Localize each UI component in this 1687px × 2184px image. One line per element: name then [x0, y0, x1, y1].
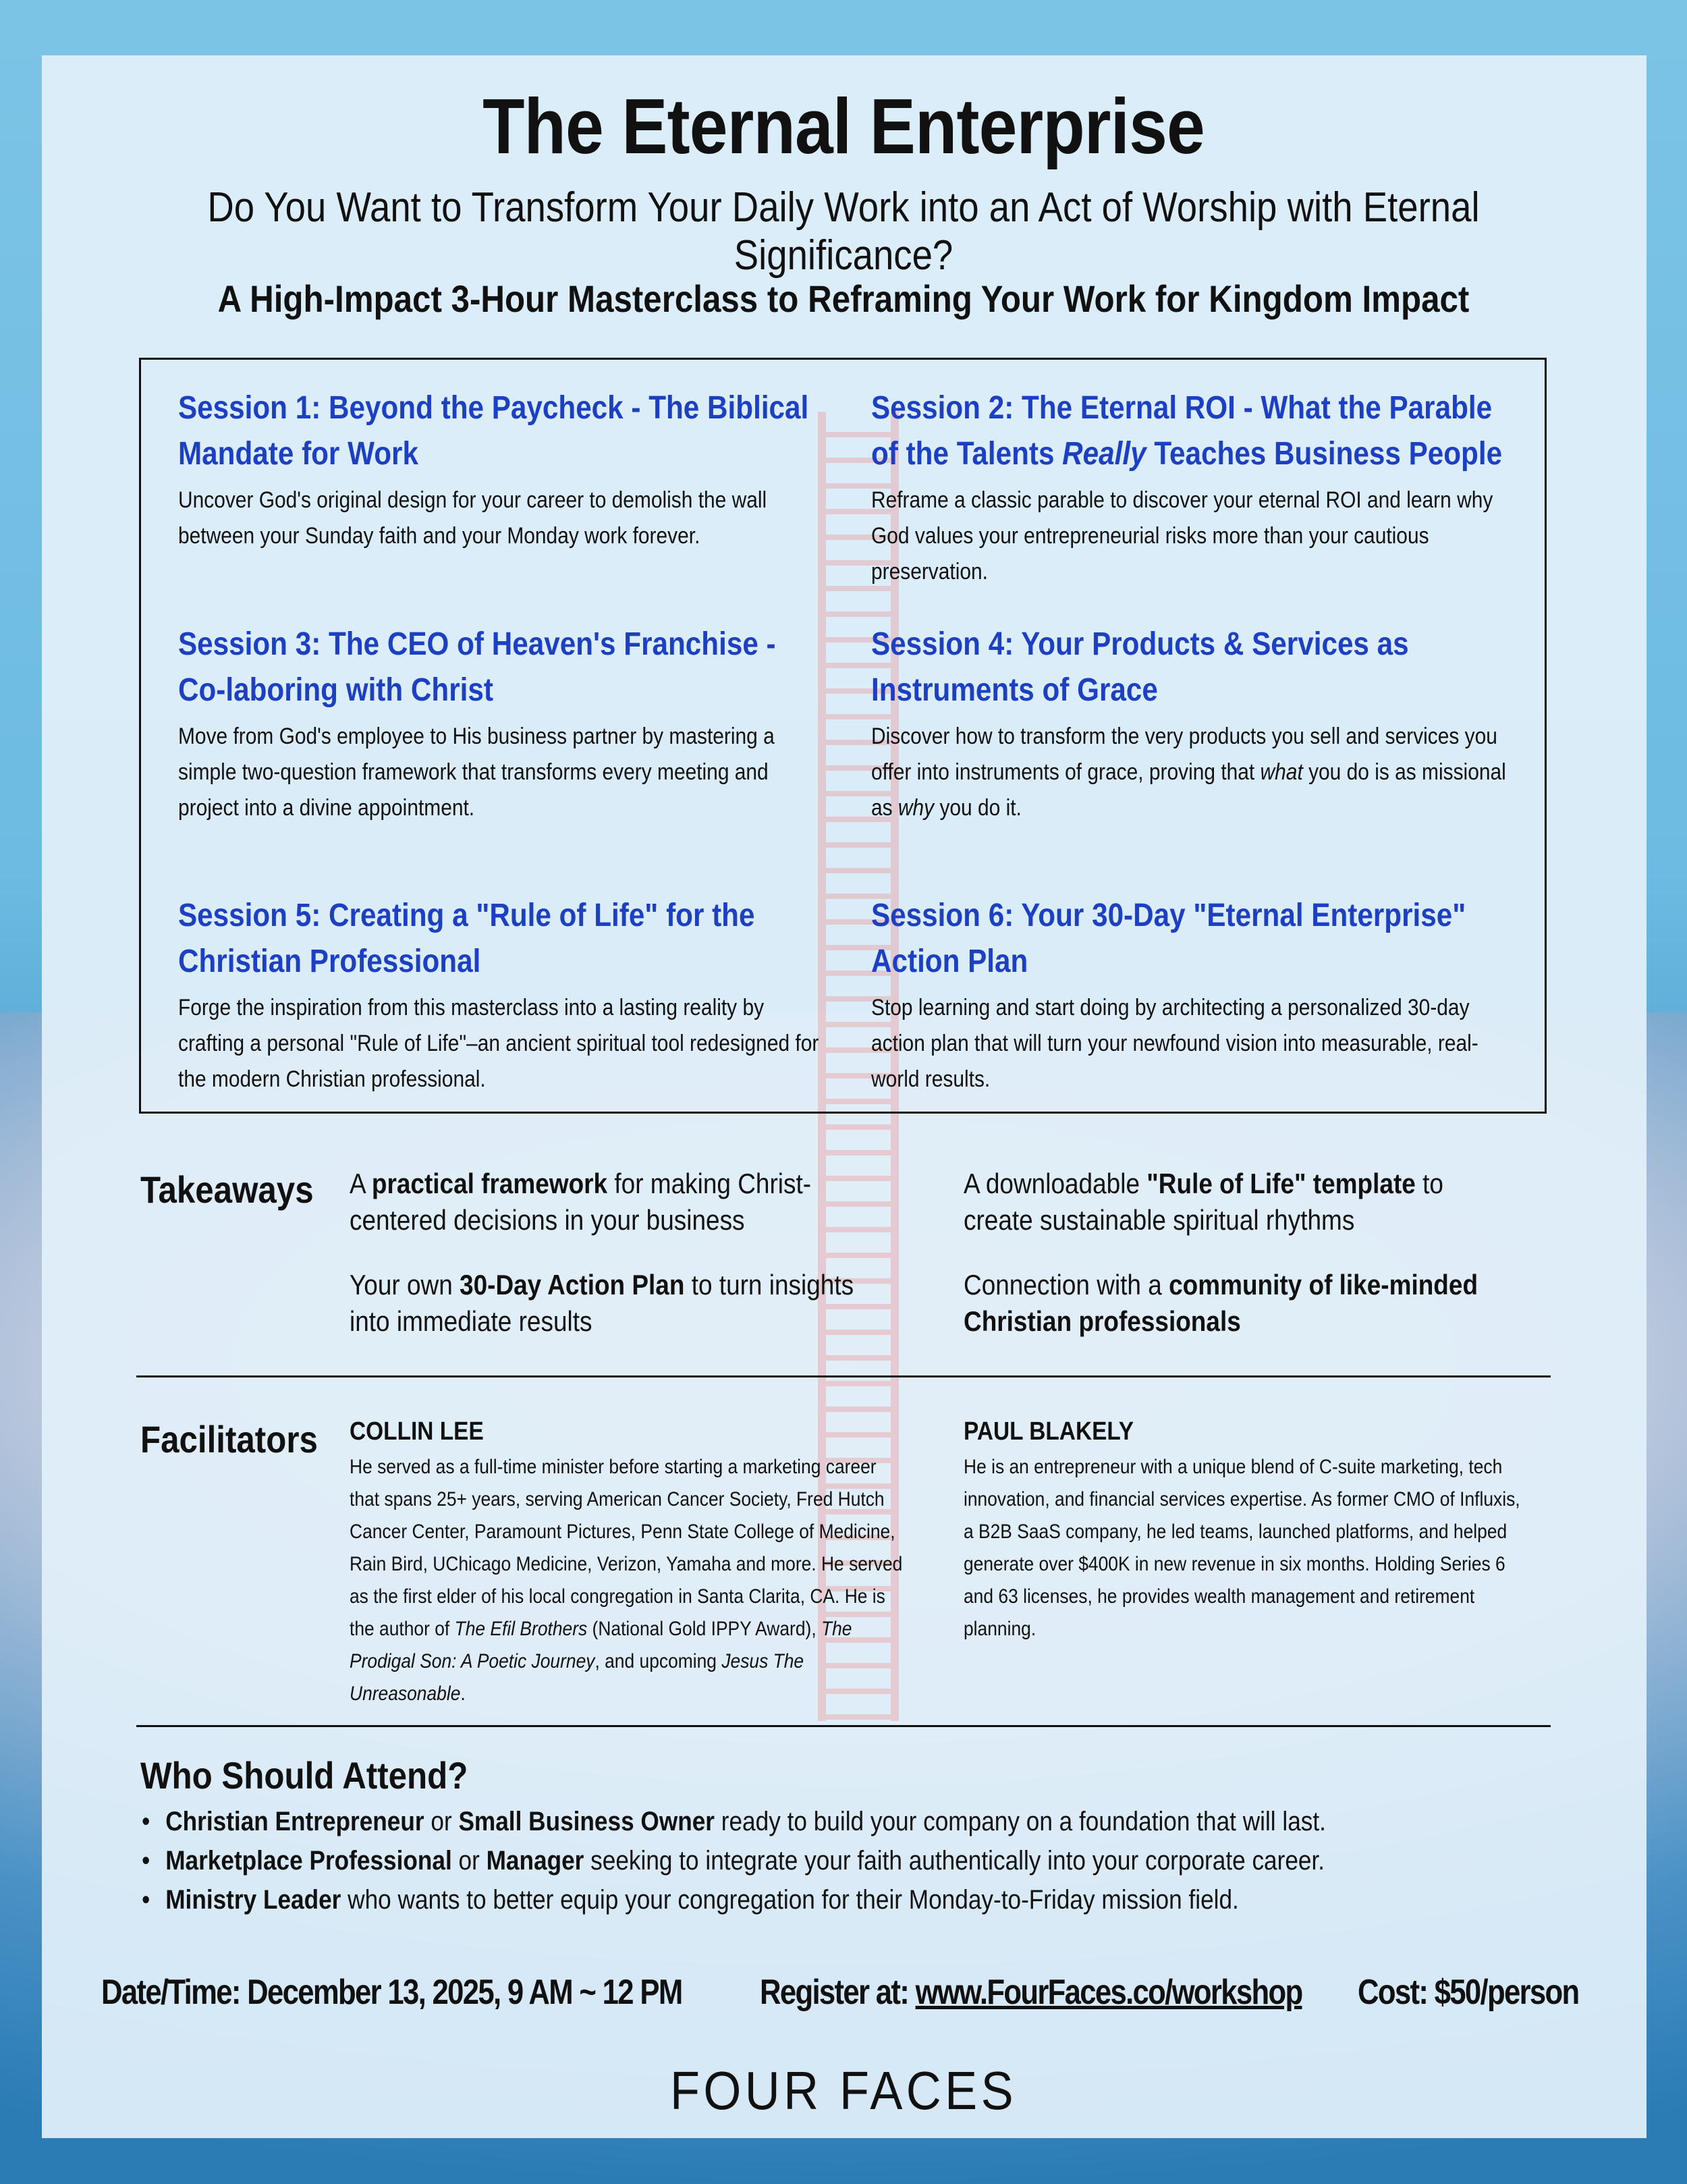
facilitators-heading: Facilitators	[140, 1418, 318, 1460]
session-title: Session 5: Creating a "Rule of Life" for the Christian Professional	[178, 898, 755, 979]
session-title: Session 6: Your 30-Day "Eternal Enterprise" Action Plan	[871, 898, 1466, 979]
session-desc: Uncover God's original design for your career to demolish the wall between your Sunday faith and your Monday work forever.	[178, 487, 767, 549]
attend-list	[142, 1802, 1626, 1919]
facilitator-bio	[350, 1451, 908, 1710]
session-desc: Stop learning and start doing by architecting a personalized 30-day action plan that will turn your newfound vision into measurable, real-world results.	[871, 995, 1478, 1092]
book-title: Jesus The Unreasonable	[350, 1650, 804, 1705]
text-bold: Ministry Leader	[165, 1885, 341, 1915]
desc-emphasis: why	[897, 795, 935, 821]
page-subtitle: Do You Want to Transform Your Daily Work into an Act of Worship with Eternal Significance?	[207, 184, 1480, 279]
text-bold: Marketplace Professional	[165, 1846, 452, 1876]
text-part: or	[424, 1807, 459, 1836]
text-bold: Manager	[486, 1846, 584, 1876]
session-6	[871, 893, 1519, 1097]
text-part: or	[451, 1846, 487, 1876]
attend-heading: Who Should Attend?	[140, 1754, 468, 1797]
book-title: The Prodigal Son: A Poetic Journey	[350, 1618, 852, 1672]
text-part: to create sustainable spiritual rhythms	[964, 1168, 1443, 1236]
bio-part: He served as a full-time minister before starting a marketing career that spans 25+ years, serving American Cancer Society, Fred Hutch Cancer Center, Paramount Pictures, Penn State College of Medicine, Rain Bird, UChicago Medicine, Verizon, Yamaha and more. He served as the first elder of his local congregation in Santa Clarita, CA. He is the author of	[350, 1456, 903, 1640]
text-bold: Small Business Owner	[458, 1807, 715, 1836]
text-part: to turn insights into immediate results	[350, 1269, 854, 1337]
session-title: Session 1: Beyond the Paycheck - The Biblical Mandate for Work	[178, 390, 809, 472]
desc-part: you do is as missional as	[871, 759, 1506, 821]
session-title-emphasis: Really	[1062, 436, 1146, 472]
cost: Cost: $50/person	[1358, 1973, 1579, 2012]
takeaway-item	[964, 1166, 1510, 1238]
session-desc: Reframe a classic parable to discover your eternal ROI and learn why God values your entrepreneurial risks more than your cautious preservation.	[871, 487, 1493, 584]
page-title: The Eternal Enterprise	[482, 82, 1205, 170]
facilitator-name: PAUL BLAKELY	[964, 1417, 1134, 1446]
session-title: Session 3: The CEO of Heaven's Franchise - Co-laboring with Christ	[178, 626, 776, 708]
takeaway-item	[350, 1267, 896, 1340]
session-desc	[871, 719, 1518, 826]
takeaway-item	[964, 1267, 1510, 1340]
session-title	[871, 385, 1518, 477]
four-faces-logo: FOUR FACES	[669, 2060, 1018, 2121]
session-3	[178, 622, 826, 826]
session-desc: Move from God's employee to His business partner by mastering a simple two-question framework that transforms every meeting and project into a divine appointment.	[178, 724, 775, 821]
register-info	[760, 1972, 1302, 2013]
takeaways-heading: Takeaways	[140, 1168, 314, 1211]
text-part: Connection with a	[964, 1269, 1169, 1301]
text-bold: 30-Day Action Plan	[460, 1269, 685, 1301]
register-label: Register at:	[760, 1973, 916, 2012]
text-part: seeking to integrate your faith authentically into your corporate career.	[584, 1846, 1325, 1876]
desc-part: you do it.	[934, 795, 1022, 821]
book-title: The Efil Brothers	[454, 1618, 588, 1640]
facilitator-bio: He is an entrepreneur with a unique blend of C-suite marketing, tech innovation, and financial services expertise. As former CMO of Influxis, a B2B SaaS company, he led teams, launched platforms, and helped generate over $400K in new revenue in six months. Holding Series 6 and 63 licenses, he provides wealth management and retirement planning.	[964, 1456, 1520, 1640]
desc-emphasis: what	[1260, 759, 1303, 785]
session-2	[871, 385, 1519, 590]
bio-part: .	[460, 1683, 466, 1705]
text-part: Your own	[350, 1269, 460, 1301]
session-title-part: Teaches Business People	[1146, 436, 1503, 472]
event-datetime: Date/Time: December 13, 2025, 9 AM ~ 12 PM	[101, 1973, 682, 2012]
sessions-box	[139, 358, 1547, 1114]
divider	[136, 1725, 1551, 1727]
text-part: A	[350, 1168, 372, 1199]
session-1	[178, 385, 826, 554]
text-bold: community of like-minded Christian professionals	[964, 1269, 1478, 1337]
attend-item	[142, 1841, 1448, 1880]
session-5	[178, 893, 826, 1097]
divider	[136, 1375, 1551, 1377]
session-4	[871, 622, 1519, 826]
text-part: for making Christ-centered decisions in your business	[350, 1168, 812, 1236]
session-desc: Forge the inspiration from this masterclass into a lasting reality by crafting a personal "Rule of Life"–an ancient spiritual tool redesigned for the modern Christian professional.	[178, 995, 819, 1092]
text-part: A downloadable	[964, 1168, 1147, 1199]
session-title-part: Session 2: The Eternal ROI - What the Parable of the Talents	[871, 390, 1493, 472]
register-link[interactable]: www.FourFaces.co/workshop	[915, 1973, 1302, 2012]
tagline: A High-Impact 3-Hour Masterclass to Reframing Your Work for Kingdom Impact	[217, 277, 1470, 320]
text-bold: Christian Entrepreneur	[165, 1807, 424, 1836]
attend-item	[142, 1802, 1448, 1841]
text-part: ready to build your company on a foundation that will last.	[714, 1807, 1326, 1836]
text-bold: practical framework	[371, 1168, 608, 1199]
facilitator-name: COLLIN LEE	[350, 1417, 484, 1446]
takeaway-item	[350, 1166, 896, 1238]
desc-part: Discover how to transform the very products you sell and services you offer into instruments of grace, proving that	[871, 724, 1497, 785]
text-bold: "Rule of Life" template	[1146, 1168, 1416, 1199]
bio-part: (National Gold IPPY Award),	[587, 1618, 821, 1640]
session-title: Session 4: Your Products & Services as Instruments of Grace	[871, 626, 1409, 708]
text-part: who wants to better equip your congregation for their Monday-to-Friday mission field.	[341, 1885, 1239, 1915]
attend-item	[142, 1880, 1448, 1919]
bio-part: , and upcoming	[594, 1650, 722, 1672]
